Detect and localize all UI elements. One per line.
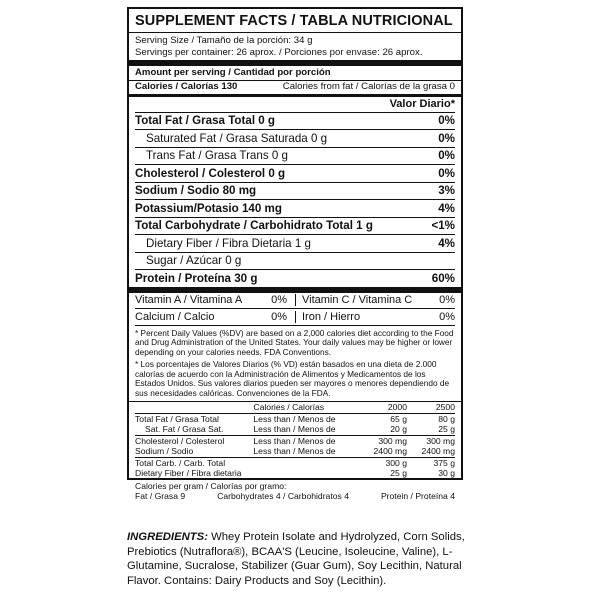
footnote-spanish: * Los porcentajes de Valores Diarios (% VD) están basados en una dieta de 2.000 calorías de acuerdo con la Administración de Alimentos y Medicamentos de los Estados Unidos. Sus valores diarios pueden ser mayores o menores dependiendo de sus necesidades calóricas. Convenciones de la FDA. [135, 358, 450, 399]
calories-from-fat: Calories from fat / Calorías de la grasa 0 [282, 81, 455, 93]
dv-table-cell: Less than / Menos de [253, 446, 359, 457]
vitamin-cell [295, 311, 455, 323]
panel-title: SUPPLEMENT FACTS / TABLA NUTRICIONAL [135, 13, 453, 29]
dv-table-cell: 300 mg [378, 435, 407, 446]
vitamin-name: Calcium / Calcio [135, 310, 215, 323]
dv-table-cell: 65 g [390, 413, 407, 424]
dv-table-row [135, 413, 455, 424]
dv-table-cell: 25 g [359, 468, 407, 479]
nutrient-name: Total Fat / Grasa Total 0 g [135, 114, 276, 128]
vitamin-name: Vitamin C / Vitamina C [302, 294, 413, 307]
nutrient-name: Potassium/Potasio 140 mg [135, 201, 282, 215]
daily-value-label: Valor Diario* [389, 98, 455, 110]
vitamin-daily-value: 0% [271, 294, 287, 307]
daily-value-header [135, 97, 455, 113]
vitamin-row [135, 293, 455, 310]
ingredients [127, 530, 467, 588]
vitamin-cell [135, 294, 295, 306]
serving-size: Serving Size / Tamaño de la porción: 34 g [135, 35, 313, 46]
dv-table-cell: 30 g [407, 468, 455, 479]
nutrient-row [135, 130, 455, 148]
nutrient-daily-value: 0% [438, 166, 455, 180]
dv-table-cell: Dietary Fiber / Fibra dietaria [135, 468, 253, 479]
dv-table-cell: 300 g [385, 457, 407, 468]
dv-table-cell: 300 mg [426, 435, 455, 446]
dv-table-cell: Total Fat / Grasa Total [135, 413, 219, 424]
calories-row [135, 81, 455, 94]
calories: Calories / Calorías 130 [135, 81, 238, 93]
dv-table-cell: 2400 mg [359, 446, 407, 457]
dv-table-cell: Less than / Menos de [253, 435, 336, 446]
nutrient-row [135, 113, 455, 131]
footnote-english: * Percent Daily Values (%DV) are based on a 2,000 calories diet according to the Food and Drug Administration of the United States. Your daily values may be higher or lower depending on your calories needs. FDA Conventions. [135, 327, 454, 358]
amount-per-serving: Amount per serving / Cantidad por porción [129, 66, 461, 81]
nutrient-daily-value: 0% [438, 131, 455, 145]
nutrient-daily-value: 4% [438, 201, 455, 215]
vitamin-name: Iron / Hierro [302, 310, 361, 323]
nutrient-daily-value: 0% [438, 149, 455, 163]
daily-values-table [135, 402, 455, 480]
nutrient-name: Total Carbohydrate / Carbohidrato Total 1 g [135, 219, 373, 233]
nutrient-daily-value: 4% [438, 236, 455, 250]
nutrient-row [135, 200, 455, 218]
dv-table-row [135, 457, 455, 468]
calories-per-gram [135, 480, 455, 501]
dv-table-cell [253, 457, 359, 468]
dv-table-row [135, 435, 455, 446]
cpg-protein: Protein / Proteína 4 [380, 490, 455, 501]
dv-table-header-cell: 2000 [359, 402, 407, 413]
dv-table-cell: Less than / Menos de [253, 424, 359, 435]
vitamin-cell [135, 311, 295, 323]
nutrient-row [135, 165, 455, 183]
dv-table-cell: Total Carb. / Carb. Total [135, 457, 226, 468]
dv-table-row [135, 424, 455, 435]
dv-table-cell: 25 g [407, 424, 455, 435]
calories-per-gram-values [135, 491, 455, 501]
nutrient-name: Dietary Fiber / Fibra Dietaria 1 g [146, 236, 311, 250]
dv-table-cell: Cholesterol / Colesterol [135, 435, 225, 446]
nutrient-name: Trans Fat / Grasa Trans 0 g [146, 149, 288, 163]
dv-table-row [135, 468, 455, 479]
nutrient-list [135, 113, 455, 287]
vitamin-cell [295, 294, 455, 306]
nutrient-name: Protein / Proteína 30 g [135, 271, 258, 285]
dv-table-cell: Less than / Menos de [253, 413, 336, 424]
calories-per-gram-label: Calories per gram / Calorías por gramo: [135, 480, 287, 491]
vitamin-daily-value: 0% [439, 294, 455, 307]
nutrient-name: Cholesterol / Colesterol 0 g [135, 166, 286, 180]
nutrient-row [135, 253, 455, 271]
vitamin-daily-value: 0% [271, 310, 287, 323]
cpg-fat: Fat / Grasa 9 [135, 490, 186, 501]
dv-table-cell: Sodium / Sodio [135, 446, 253, 457]
dv-table-header-cell [135, 402, 253, 413]
dv-table-header [135, 402, 455, 413]
nutrient-row [135, 270, 455, 287]
dv-table-cell: 375 g [433, 457, 455, 468]
nutrient-name: Sugar / Azúcar 0 g [146, 254, 242, 268]
dv-table-cell: 2400 mg [407, 446, 455, 457]
ingredients-text: Whey Protein Isolate and Hydrolyzed, Corn Solids, Prebiotics (Nutraflora®), BCAA'S (Leucine, Isoleucine, Valine), L-Glutamine, Sucralose, Stabilizer (Guar Gum), Soy Lecithin, Natural Flavor. Contains: Dairy Products and Soy (Lecithin). [127, 531, 465, 587]
dv-table-header-cell: Calories / Calorías [253, 402, 359, 413]
dv-table-header-cell: 2500 [407, 402, 455, 413]
vitamin-list [135, 293, 455, 326]
vitamin-name: Vitamin A / Vitamina A [135, 294, 243, 307]
nutrient-row [135, 235, 455, 253]
nutrient-name: Saturated Fat / Grasa Saturada 0 g [146, 131, 328, 145]
dv-table-cell: 80 g [438, 413, 455, 424]
dv-table-row [135, 446, 455, 457]
servings-per-container: Servings per container: 26 aprox. / Porciones por envase: 26 aprox. [135, 46, 423, 58]
supplement-facts-panel [127, 7, 463, 501]
nutrient-name: Sodium / Sodio 80 mg [135, 184, 257, 198]
ingredients-label: INGREDIENTS: [127, 531, 208, 543]
nutrient-daily-value: 60% [431, 271, 455, 285]
dv-table-cell: 20 g [359, 424, 407, 435]
cpg-carbohydrates: Carbohydrates 4 / Carbohidratos 4 [217, 490, 349, 501]
nutrient-row [135, 183, 455, 201]
nutrient-daily-value: <1% [431, 219, 455, 233]
dv-table-cell [253, 468, 359, 479]
vitamin-daily-value: 0% [439, 310, 455, 323]
dv-table-cell: Sat. Fat / Grasa Sat. [135, 424, 253, 435]
nutrient-daily-value: 3% [438, 184, 455, 198]
vitamin-row [135, 309, 455, 326]
nutrient-daily-value: 0% [438, 114, 455, 128]
nutrient-row [135, 148, 455, 166]
nutrient-row [135, 218, 455, 236]
